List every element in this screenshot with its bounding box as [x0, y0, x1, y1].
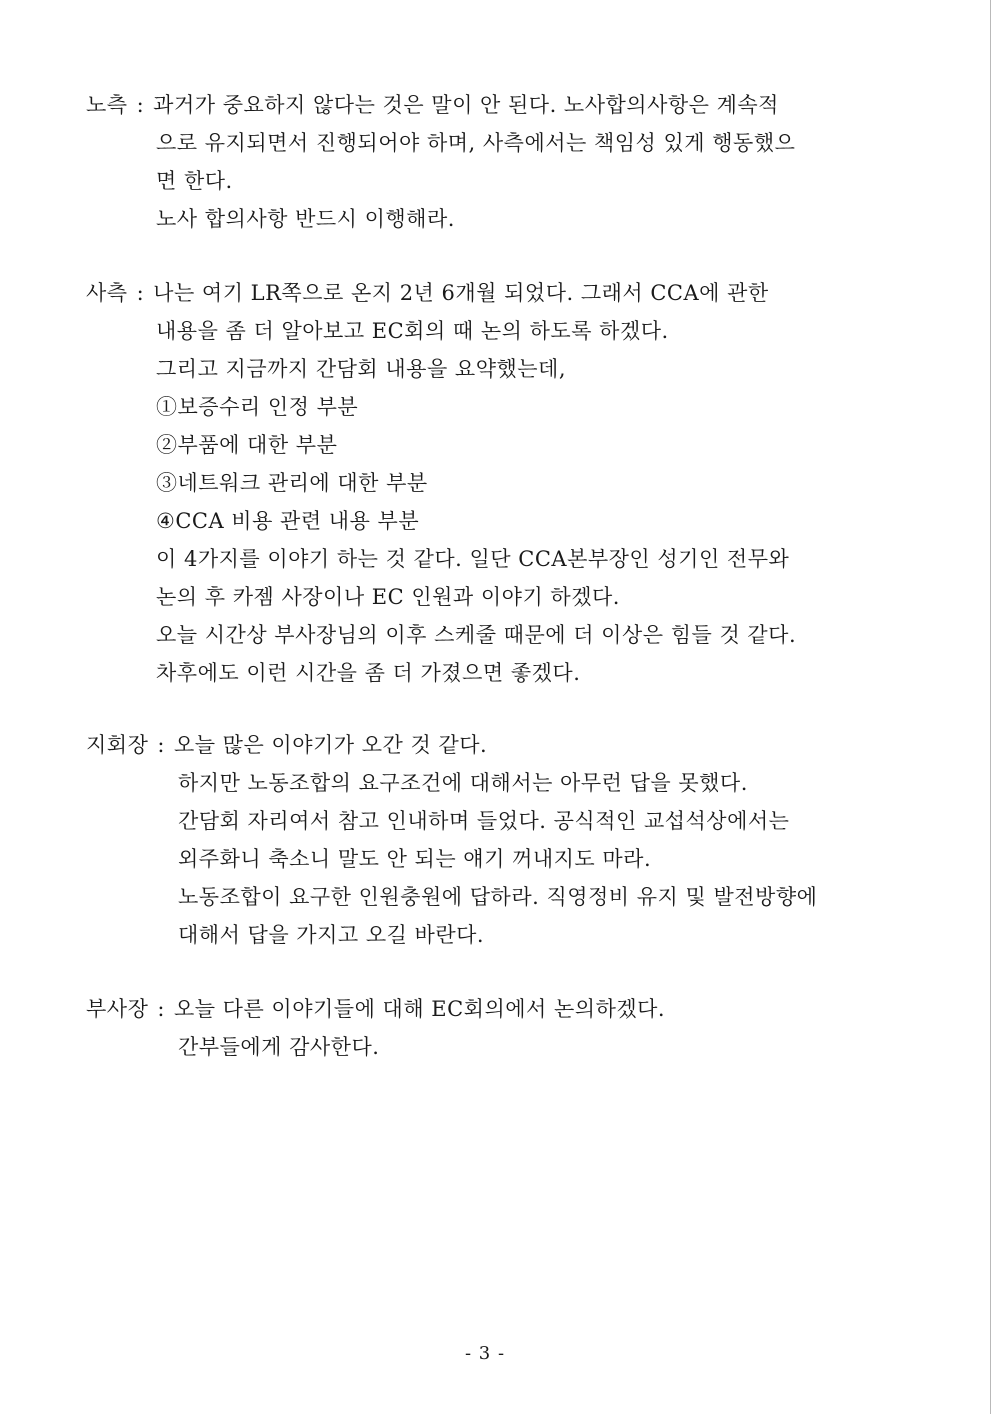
statement-text: 과거가 중요하지 않다는 것은 말이 안 된다. 노사합의사항은 계속적	[153, 93, 779, 117]
statement-line: 오늘 시간상 부사장님의 이후 스케줄 때문에 더 이상은 힘들 것 같다.	[156, 623, 797, 647]
statement-line: 간담회 자리여서 참고 인내하며 들었다. 공식적인 교섭석상에서는	[178, 809, 790, 833]
speaker-separator: :	[157, 733, 165, 757]
statement-text: 오늘 많은 이야기가 오간 것 같다.	[173, 733, 488, 757]
statement-text: 나는 여기 LR쪽으로 온지 2년 6개월 되었다. 그래서 CCA에 관한	[153, 281, 769, 305]
section-labor-side	[86, 86, 946, 238]
statement-line: 그리고 지금까지 간담회 내용을 요약했는데,	[156, 357, 567, 381]
list-item: ②부품에 대한 부분	[156, 433, 338, 457]
statement-line: 내용을 좀 더 알아보고 EC회의 때 논의 하도록 하겠다.	[156, 319, 669, 343]
statement-line: 간부들에게 감사한다.	[178, 1035, 380, 1059]
statement-line: 차후에도 이런 시간을 좀 더 가졌으면 좋겠다.	[156, 661, 581, 685]
statement-line: 노사 합의사항 반드시 이행해라.	[156, 207, 455, 231]
speaker-label: 노측	[86, 93, 128, 117]
speaker-label: 부사장	[86, 997, 149, 1021]
statement-line: 논의 후 카젬 사장이나 EC 인원과 이야기 하겠다.	[156, 585, 620, 609]
speaker-separator: :	[136, 281, 145, 305]
statement-line: 면 한다.	[156, 169, 233, 193]
statement-line: 으로 유지되면서 진행되어야 하며, 사측에서는 책임성 있게 행동했으	[156, 131, 796, 155]
speaker-separator: :	[136, 93, 145, 117]
list-item: ③네트워크 관리에 대한 부분	[156, 471, 428, 495]
statement-line: 이 4가지를 이야기 하는 것 같다. 일단 CCA본부장인 성기인 전무와	[156, 547, 790, 571]
statement-line	[86, 726, 946, 764]
section-vice-president	[86, 990, 946, 1066]
list-item: ④CCA 비용 관련 내용 부분	[156, 509, 420, 533]
page-edge-line	[990, 0, 991, 1414]
statement-line	[86, 86, 946, 124]
statement-line: 외주화니 축소니 말도 안 되는 얘기 꺼내지도 마라.	[178, 847, 652, 871]
statement-line: 노동조합이 요구한 인원충원에 답하라. 직영정비 유지 및 발전방향에	[178, 885, 818, 909]
speaker-separator: :	[157, 997, 165, 1021]
statement-line	[86, 274, 946, 312]
speaker-label: 사측	[86, 281, 128, 305]
statement-text: 오늘 다른 이야기들에 대해 EC회의에서 논의하겠다.	[173, 997, 666, 1021]
section-management-side	[86, 274, 946, 692]
statement-line	[86, 990, 946, 1028]
list-item: ①보증수리 인정 부분	[156, 395, 359, 419]
page-number: - 3 -	[464, 1343, 506, 1364]
speaker-label: 지회장	[86, 733, 149, 757]
statement-line: 대해서 답을 가지고 오길 바란다.	[178, 923, 485, 947]
section-branch-chief	[86, 726, 946, 954]
statement-line: 하지만 노동조합의 요구조건에 대해서는 아무런 답을 못했다.	[178, 771, 748, 795]
